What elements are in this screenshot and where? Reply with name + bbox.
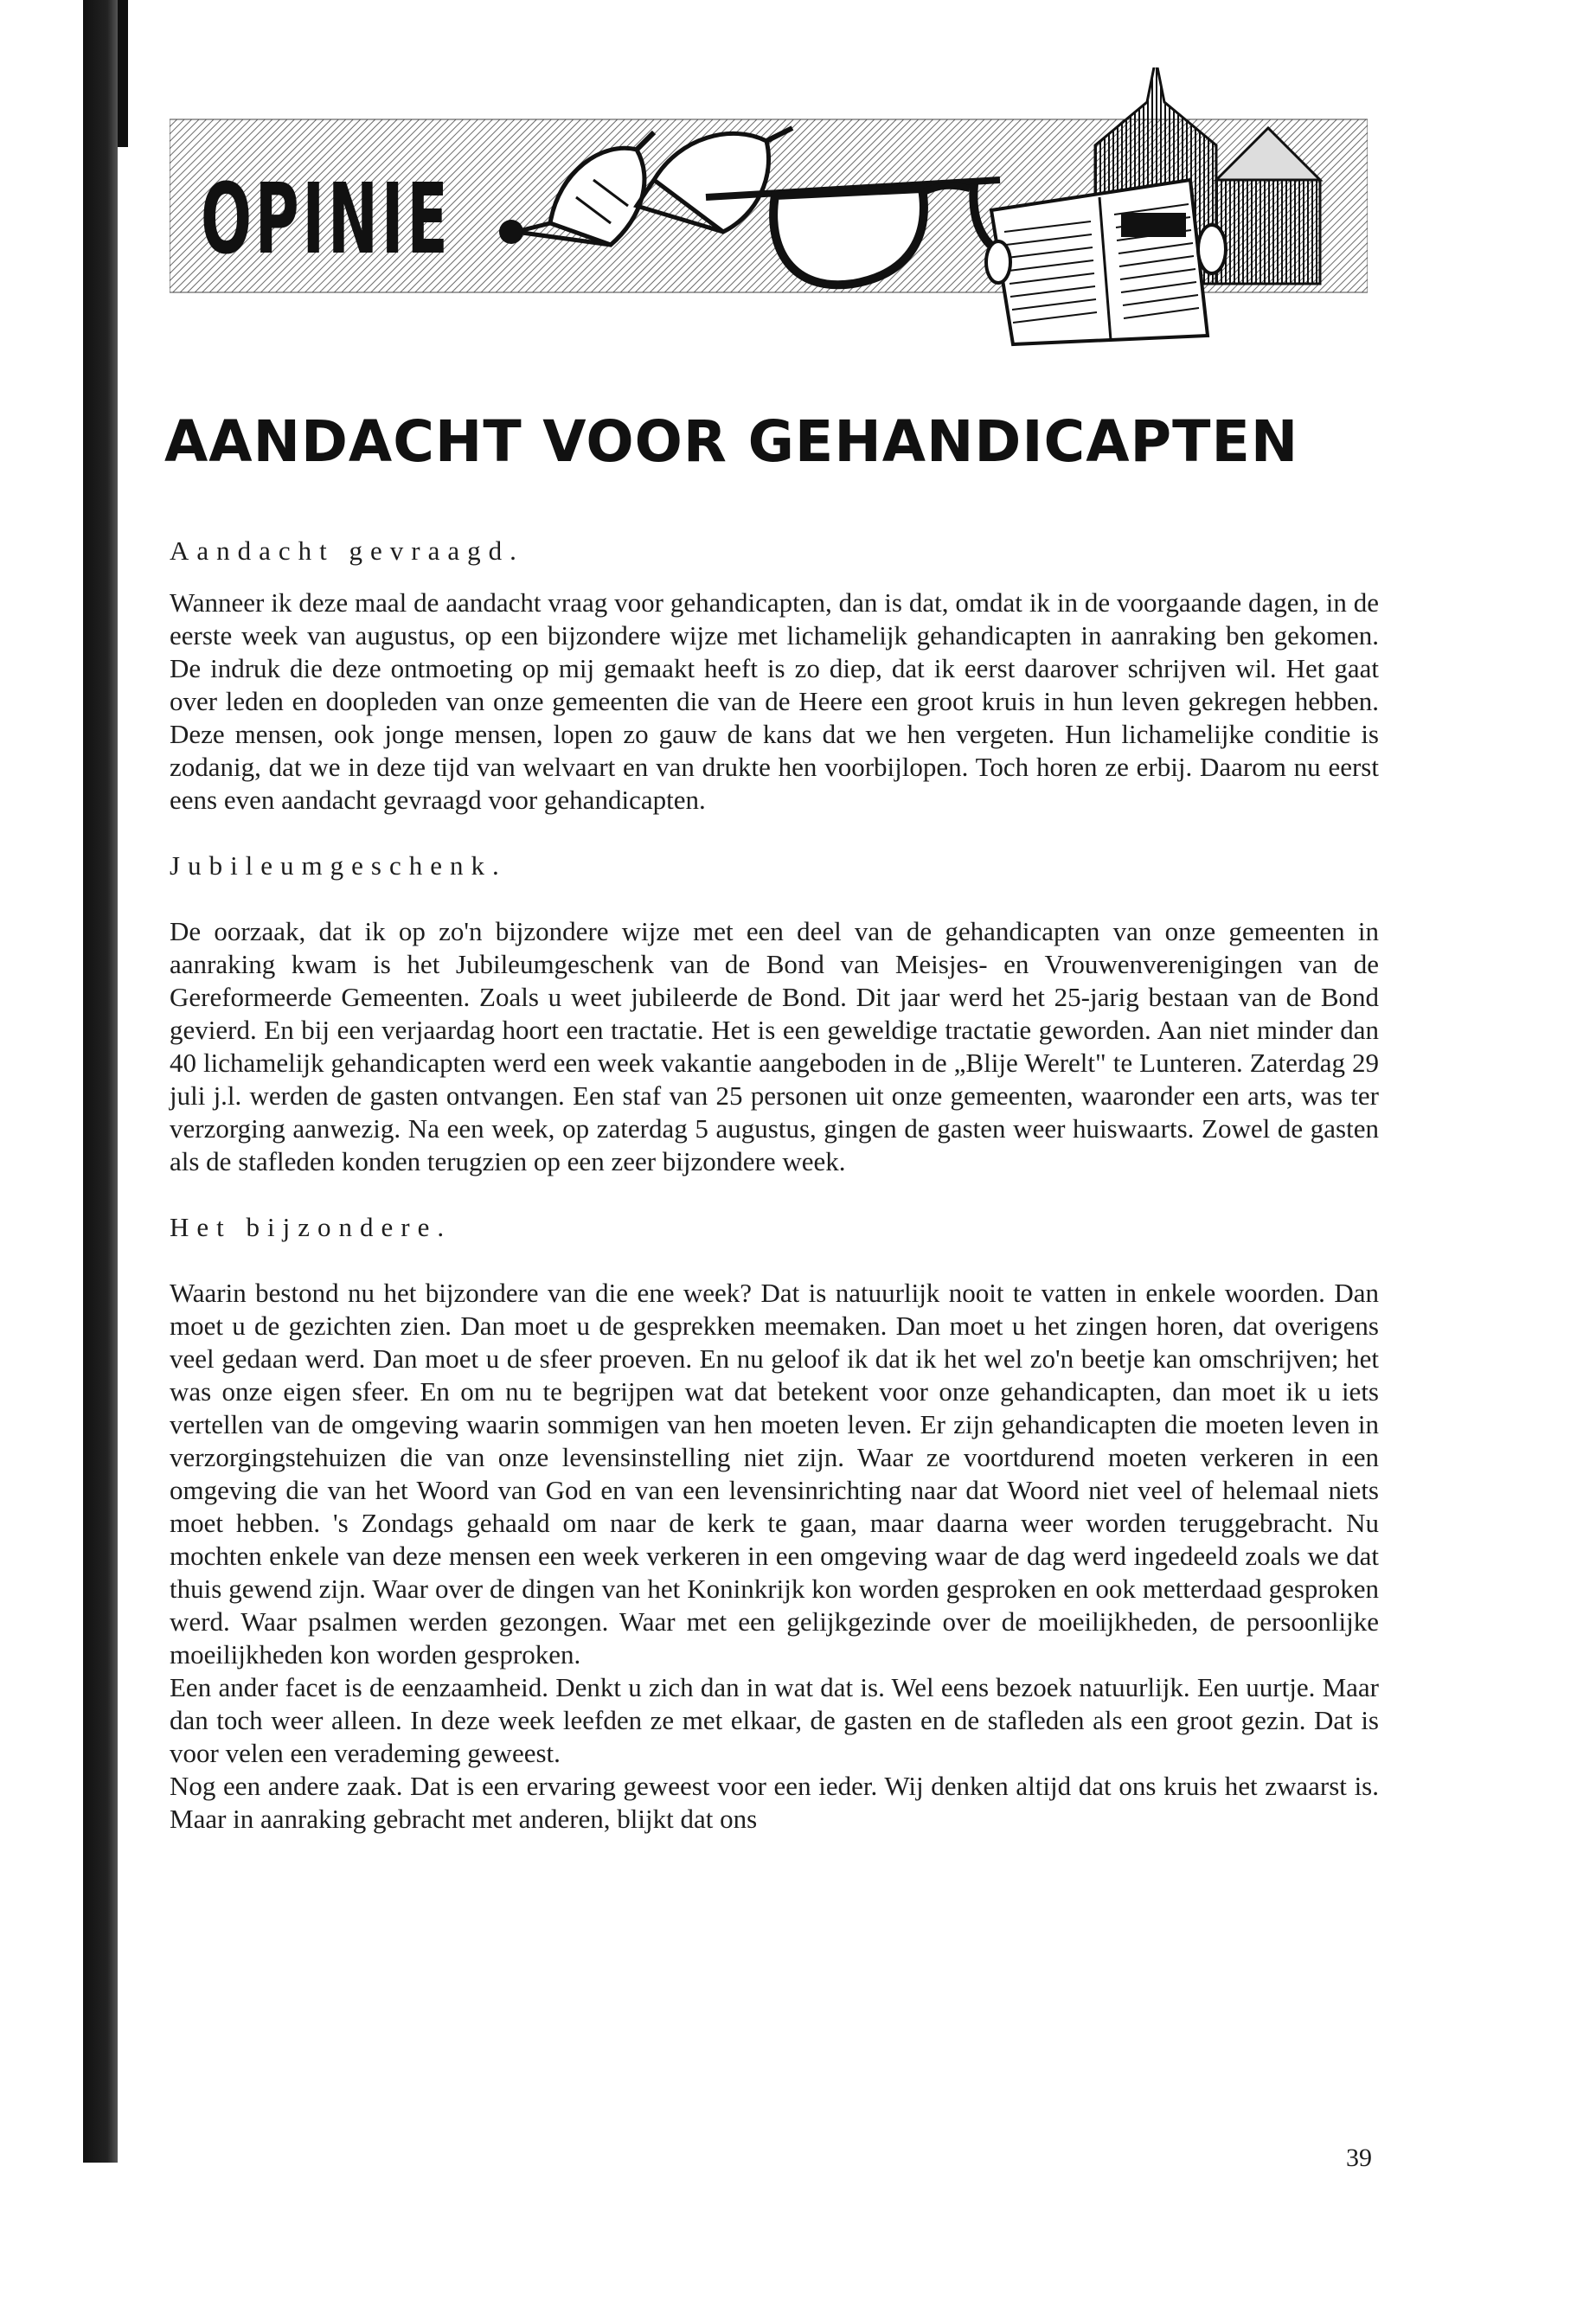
section-heading: Aandacht gevraagd. xyxy=(170,535,524,566)
banner-title: OPINIE xyxy=(201,163,452,276)
paragraph: Wanneer ik deze maal de aandacht vraag voor gehandicapten, dan is dat, omdat ik in de voorgaande dagen, in de eerste week van augustus, op een bijzondere wijze met lichamelijk gehandicapten in aanraking ben gekomen. De indruk die deze ontmoeting op mij gemaakt heeft is zo diep, dat ik eerst daarover schrijven wil. Het gaat over leden en doopleden van onze gemeenten die van de Heere een groot kruis in hun leven gekregen hebben. Deze mensen, ook jonge mensen, lopen zo gauw de kans dat we hen vergeten. Hun lichamelijke conditie is zodanig, dat we in deze tijd van welvaart en van drukte hen voorbijlopen. Toch horen ze erbij. Daarom nu eerst eens even aandacht gevraagd voor gehandicapten. xyxy=(170,587,1379,815)
page-edge-shadow xyxy=(83,0,118,2163)
newspaper-icon xyxy=(986,180,1226,344)
section-heading: Jubileumgeschenk. xyxy=(170,850,507,881)
opinie-banner xyxy=(170,67,1368,353)
article-headline: AANDACHT VOOR GEHANDICAPTEN xyxy=(164,408,1299,475)
paragraph: De oorzaak, dat ik op zo'n bijzondere wijze met een deel van de gehandicapten van onze gemeenten in aanraking kwam is het Jubileumgeschenk van de Bond van Meisjes- en Vrouwenverenigingen van de Gereformeerde Gemeenten. Zoals u weet jubileerde de Bond. Dit jaar werd het 25-jarig bestaan van de Bond gevierd. En bij een verjaardag hoort een tractatie. Het is een geweldige tractatie geworden. Aan niet minder dan 40 lichamelijk gehandicapten werd een week vakantie aangeboden in de „Blije Werelt" te Lunteren. Zaterdag 29 juli j.l. werden de gasten ontvangen. Een staf van 25 personen uit onze gemeenten, waaronder een arts, was ter verzorging aanwezig. Na een week, op zaterdag 5 augustus, gingen de gasten weer huiswaarts. Zowel de gasten als de stafleden konden terugzien op een zeer bijzondere week. xyxy=(170,916,1379,1176)
paragraph: Een ander facet is de eenzaamheid. Denkt u zich dan in wat dat is. Wel eens bezoek natuurlijk. Een uurtje. Maar dan toch weer alleen. In deze week leefden ze met elkaar, de gasten en de stafleden als een groot gezin. Dat is voor velen een verademing geweest. xyxy=(170,1672,1379,1768)
paragraph: Nog een andere zaak. Dat is een ervaring geweest voor een ieder. Wij denken altijd dat ons kruis het zwaarst is. Maar in aanraking gebracht met anderen, blijkt dat ons xyxy=(170,1771,1379,1834)
section-heading: Het bijzondere. xyxy=(170,1212,452,1242)
paragraph: Waarin bestond nu het bijzondere van die ene week? Dat is natuurlijk nooit te vatten in enkele woorden. Dan moet u de gezichten zien. Dan moet u de gesprekken meemaken. Dan moet u het zingen horen, dat overigens veel gedaan werd. Dan moet u de sfeer proeven. En nu geloof ik dat ik het wel zo'n beetje kan omschrijven; het was onze eigen sfeer. En om nu te begrijpen wat dat betekent voor onze gehandicapten, dan moet ik u iets vertellen van de omgeving waarin sommigen van hen moeten leven. Er zijn gehandicapten die moeten leven in verzorgingstehuizen die van onze levensinstelling niet zijn. Waar ze voortdurend moeten verkeren in een omgeving die van het Woord van God en van een levensinrichting naar dat Woord niet veel of helemaal niets moet hebben. 's Zondags gehaald om naar de kerk te gaan, maar daarna weer worden teruggebracht. Nu mochten enkele van deze mensen een week verkeren in een omgeving waar de dag werd ingedeeld zoals we dat thuis gewend zijn. Waar over de dingen van het Koninkrijk kon worden gesproken en ook metterdaad gesproken werd. Waar psalmen werden gezongen. Waar met een gelijkgezinde over de moeilijkheden, de persoonlijke moeilijkheden kon worden gesproken. xyxy=(170,1278,1379,1670)
page-number: 39 xyxy=(1346,2144,1372,2172)
article-body xyxy=(170,535,1379,1836)
